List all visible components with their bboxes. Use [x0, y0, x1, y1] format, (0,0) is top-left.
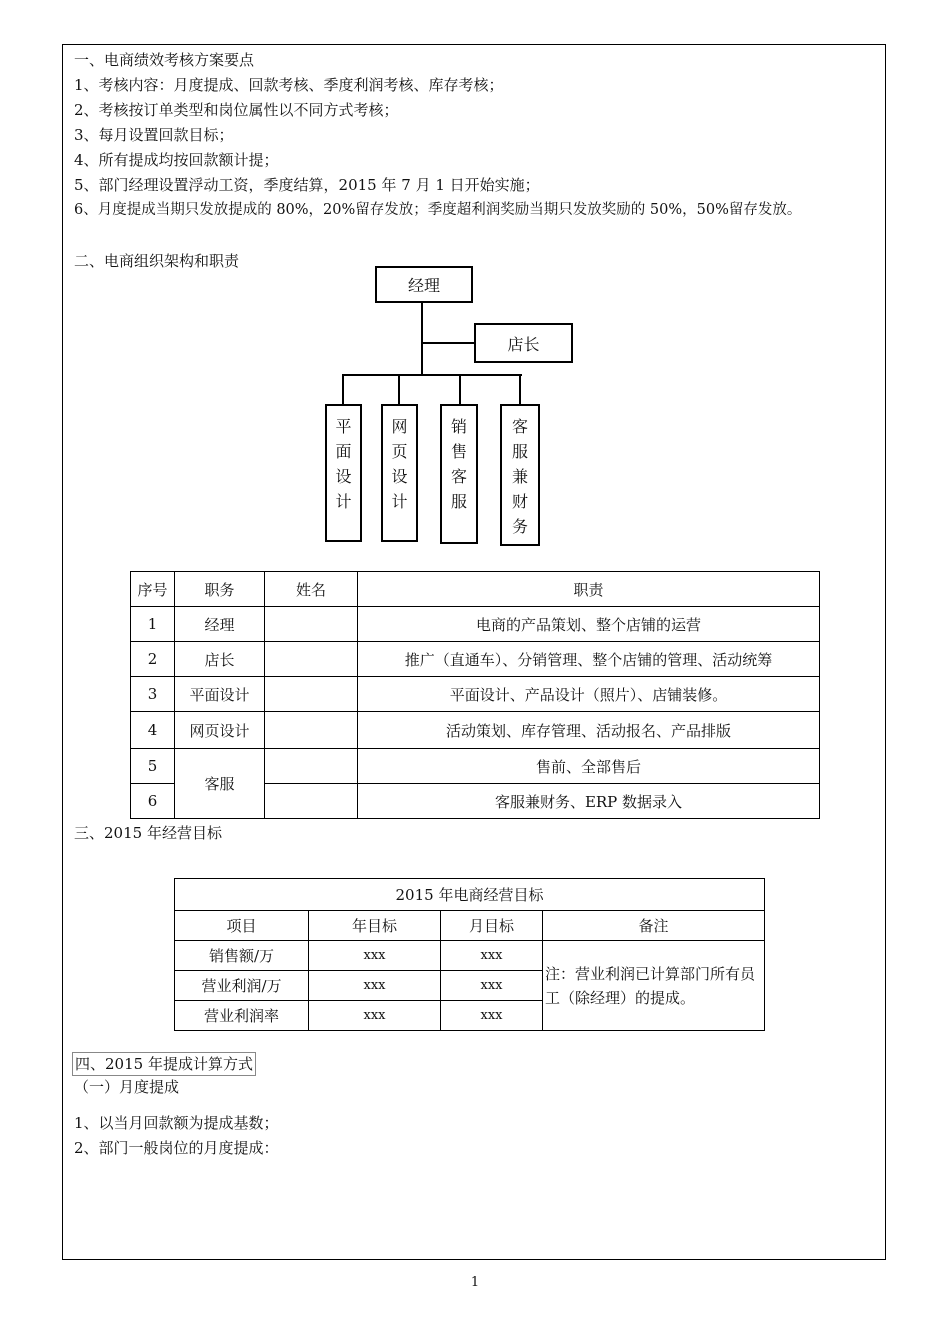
cell-role: 经理	[175, 607, 265, 642]
cell-year: xxx	[309, 941, 441, 971]
cell-no: 6	[131, 784, 175, 819]
header-item: 项目	[175, 911, 309, 941]
org-connector-trunk	[421, 303, 423, 375]
header-month: 月目标	[441, 911, 543, 941]
duties-table	[130, 571, 820, 819]
header-duty: 职责	[358, 572, 820, 607]
table-row	[131, 749, 820, 784]
header-no: 序号	[131, 572, 175, 607]
cell-item: 销售额/万	[175, 941, 309, 971]
section4-subtitle: （一）月度提成	[74, 1078, 180, 1096]
cell-no: 5	[131, 749, 175, 784]
section3-title: 三、2015 年经营目标	[74, 824, 222, 842]
cell-name	[265, 607, 358, 642]
header-name: 姓名	[265, 572, 358, 607]
cell-name	[265, 677, 358, 712]
org-connector-3	[459, 374, 461, 405]
cell-role: 网页设计	[175, 712, 265, 749]
cell-month: xxx	[441, 1001, 543, 1031]
section2-title: 二、电商组织架构和职责	[74, 252, 240, 270]
section1-title: 一、电商绩效考核方案要点	[74, 51, 255, 69]
cell-no: 2	[131, 642, 175, 677]
cell-no: 3	[131, 677, 175, 712]
cell-duty: 推广（直通车）、分销管理、整个店铺的管理、活动统筹	[358, 642, 820, 677]
cell-item: 营业利润/万	[175, 971, 309, 1001]
table-header-row	[131, 572, 820, 607]
section1-item-6: 6、月度提成当期只发放提成的 80%，20%留存发放；季度超利润奖励当期只发放奖励的 50%，50%留存发放。	[74, 202, 802, 218]
section4-title: 四、2015 年提成计算方式	[72, 1052, 256, 1076]
cell-item: 营业利润率	[175, 1001, 309, 1031]
cell-duty: 客服兼财务、ERP 数据录入	[358, 784, 820, 819]
section1-item-2: 2、考核按订单类型和岗位属性以不同方式考核；	[74, 101, 399, 119]
cell-name	[265, 642, 358, 677]
org-role-graphic-design: 平 面 设 计	[325, 404, 362, 542]
section1-item-5: 5、部门经理设置浮动工资，季度结算，2015 年 7 月 1 日开始实施；	[74, 176, 540, 194]
table-row	[131, 677, 820, 712]
org-store-manager-box: 店长	[474, 323, 573, 363]
table-row	[175, 941, 765, 971]
table-row	[131, 607, 820, 642]
section1-item-1: 1、考核内容：月度提成、回款考核、季度利润考核、库存考核；	[74, 76, 504, 94]
section4-item-2: 2、部门一般岗位的月度提成：	[74, 1139, 279, 1157]
cell-duty: 平面设计、产品设计（照片）、店铺装修。	[358, 677, 820, 712]
table-row	[131, 642, 820, 677]
targets-table	[174, 878, 765, 1031]
cell-no: 1	[131, 607, 175, 642]
org-role-sales-service: 销 售 客 服	[440, 404, 478, 544]
header-role: 职务	[175, 572, 265, 607]
targets-header-row	[175, 911, 765, 941]
section1-item-3: 3、每月设置回款目标；	[74, 126, 234, 144]
header-note: 备注	[543, 911, 765, 941]
targets-caption: 2015 年电商经营目标	[175, 879, 765, 911]
page-number: 1	[470, 1275, 480, 1290]
cell-role: 店长	[175, 642, 265, 677]
cell-role: 平面设计	[175, 677, 265, 712]
cell-year: xxx	[309, 971, 441, 1001]
cell-month: xxx	[441, 941, 543, 971]
cell-no: 4	[131, 712, 175, 749]
org-connector-2	[398, 374, 400, 405]
cell-duty: 电商的产品策划、整个店铺的运营	[358, 607, 820, 642]
cell-duty: 售前、全部售后	[358, 749, 820, 784]
cell-name	[265, 712, 358, 749]
org-role-web-design: 网 页 设 计	[381, 404, 418, 542]
org-connector-store	[421, 342, 475, 344]
org-connector-4	[519, 374, 521, 405]
cell-role-merged: 客服	[175, 749, 265, 819]
cell-year: xxx	[309, 1001, 441, 1031]
section1-item-4: 4、所有提成均按回款额计提；	[74, 151, 279, 169]
org-role-service-finance: 客 服 兼 财 务	[500, 404, 540, 546]
cell-note: 注：营业利润已计算部门所有员工（除经理）的提成。	[543, 941, 765, 1031]
header-year: 年目标	[309, 911, 441, 941]
org-connector-bus	[342, 374, 522, 376]
targets-caption-row	[175, 879, 765, 911]
cell-name	[265, 749, 358, 784]
table-row	[131, 712, 820, 749]
cell-name	[265, 784, 358, 819]
org-manager-box: 经理	[375, 266, 473, 303]
section4-item-1: 1、以当月回款额为提成基数；	[74, 1114, 279, 1132]
org-connector-1	[342, 374, 344, 405]
cell-month: xxx	[441, 971, 543, 1001]
cell-duty: 活动策划、库存管理、活动报名、产品排版	[358, 712, 820, 749]
